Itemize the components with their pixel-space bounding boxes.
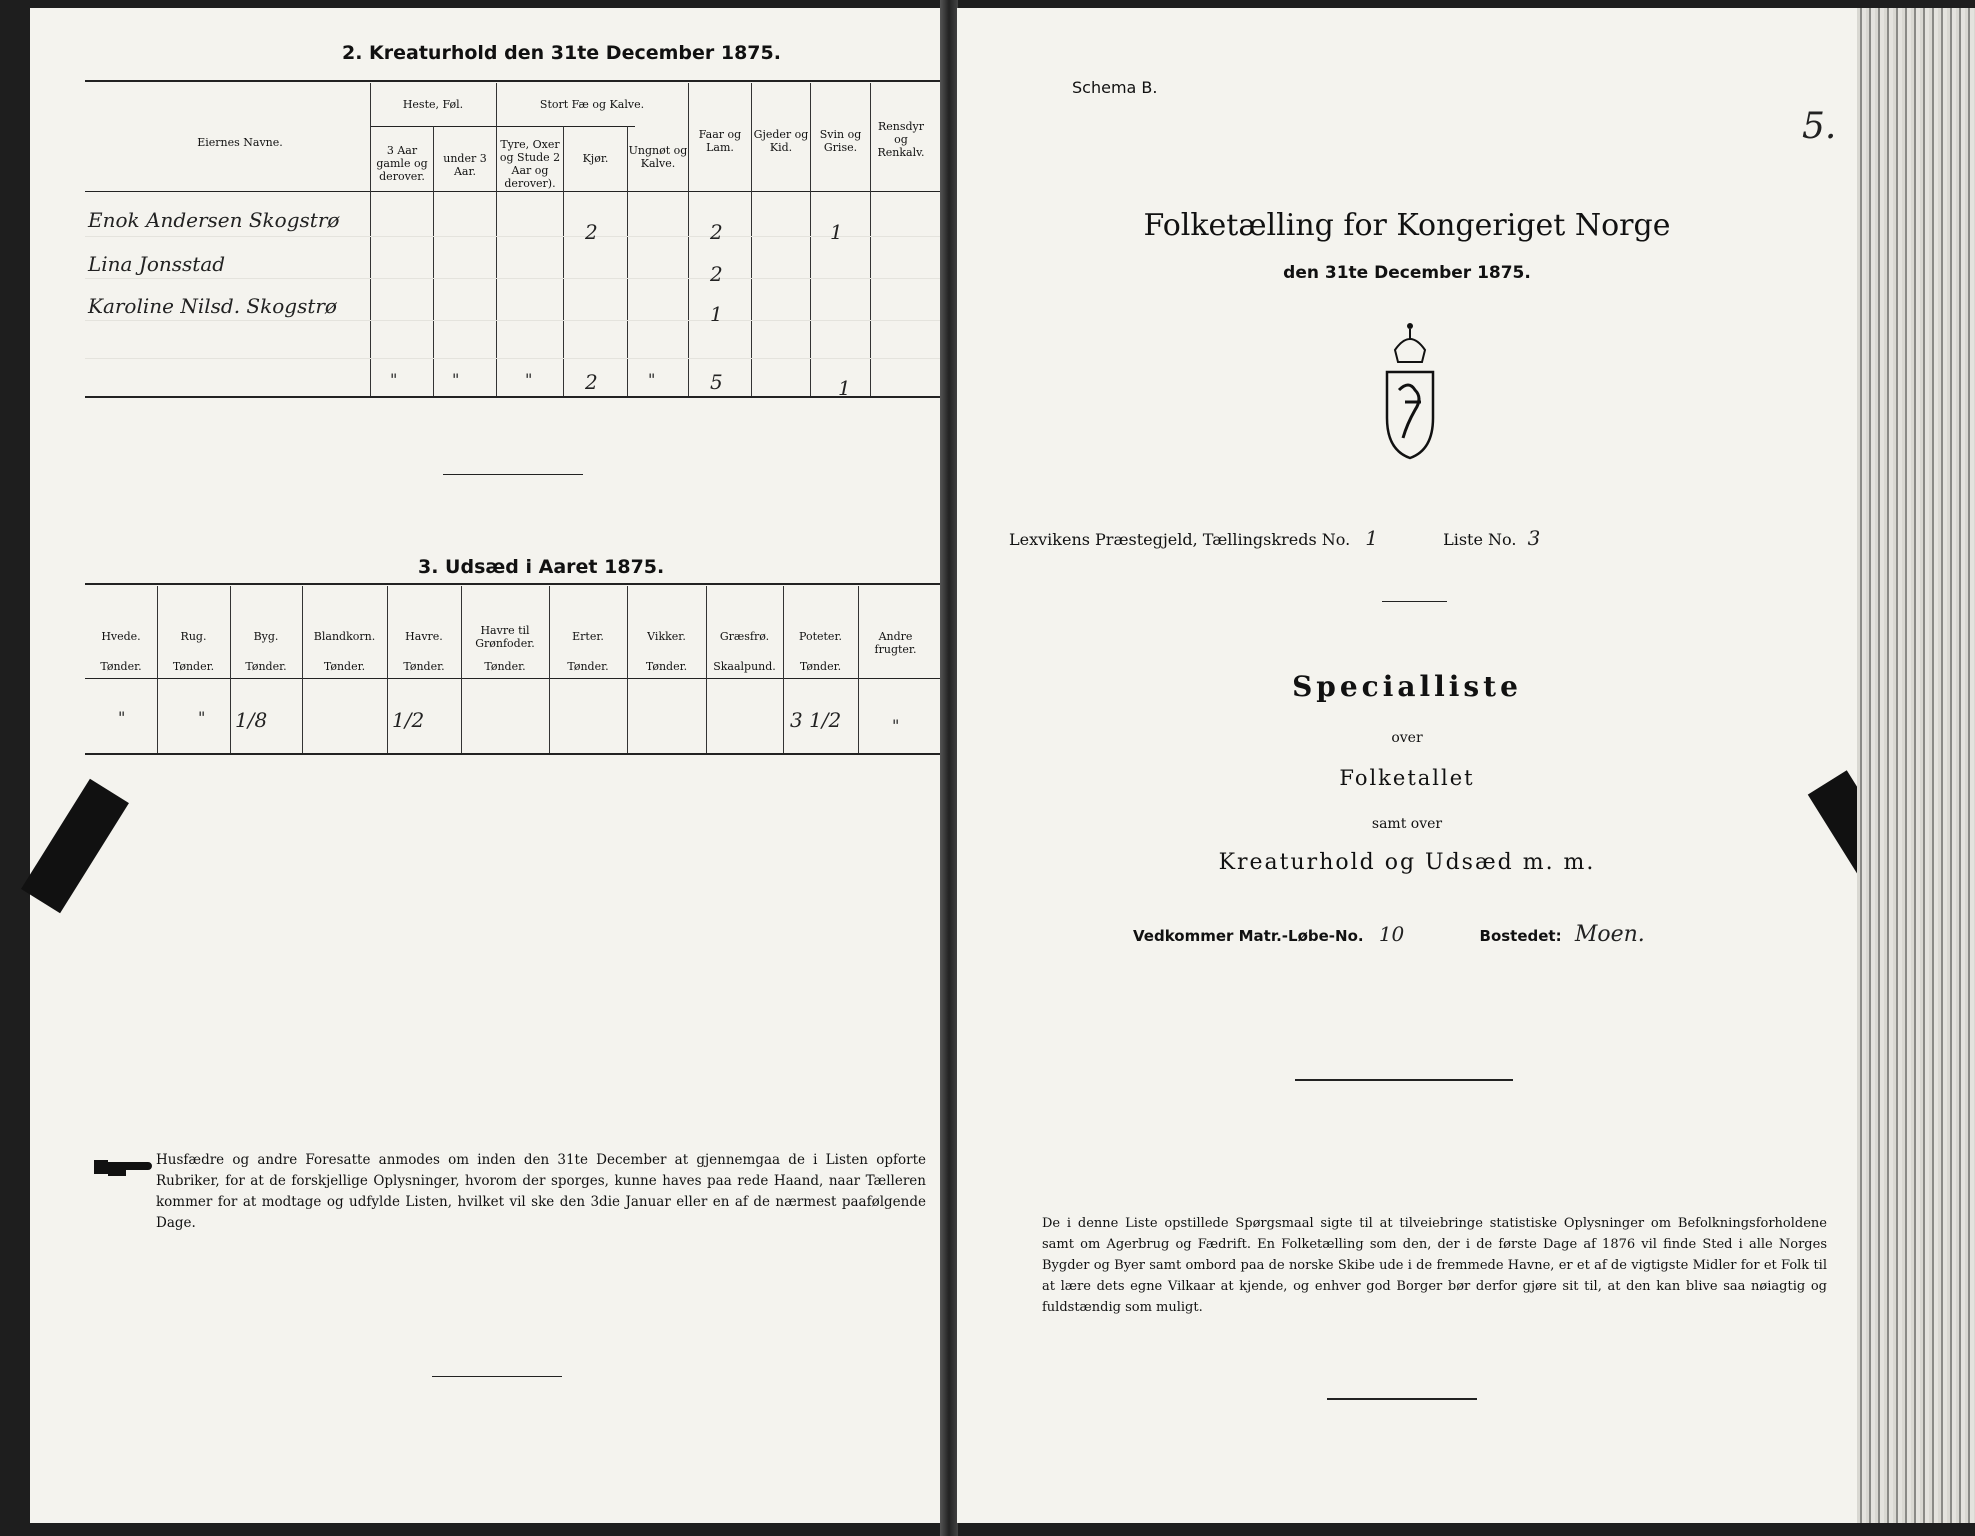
row1-faar: 2 [710, 220, 723, 244]
bostedet-label: Bostedet: [1479, 927, 1562, 945]
praestegjeld-label: Lexvikens Præstegjeld, Tællingskreds No. [1009, 530, 1351, 549]
schema-label: Schema B. [1072, 78, 1158, 97]
row-rule [85, 358, 945, 359]
document-clip [21, 779, 129, 914]
udsaed-header-blandkorn: Blandkorn. [313, 630, 376, 643]
udsaed-unit: Tønder. [100, 660, 142, 673]
main-title: Folketælling for Kongeriget Norge [1143, 208, 1671, 243]
owner-name-1: Enok Andersen Skogstrø [88, 208, 340, 232]
header-ungnaut: Ungnøt og Kalve. [628, 144, 688, 170]
intro-paragraph: De i denne Liste opstillede Spørgsmaal sigte til at tilveiebringe statistiske Oplysninger om Befolkningsforholdene samt om Agerbrug og Fædrift. En Folketælling som den, der i de første Dage af 1876 vil finde Sted i alle Norges Bygder og Byer samt ombord paa de norske Skibe ude i de fremmede Havne, er et af de vigtigste Midler for et Folk til at lære dets egne Vilkaar at kjende, og enhver god Borger bør derfor gjøre sit til, at den kan blive saa nøiagtig og fuldstændig som muligt. [1042, 1216, 1827, 1315]
udsaed-unit: Tønder. [323, 660, 366, 673]
udsaed-byg-value: 1/8 [235, 708, 268, 732]
udsaed-header-andre: Andre frugter. [874, 630, 917, 656]
udsaed-andre-value: " [892, 716, 900, 735]
header-eiernes-navne: Eiernes Navne. [197, 136, 283, 149]
header-3-aar-gamle: 3 Aar gamle og derover. [376, 144, 428, 183]
liste-number: 3 [1527, 526, 1541, 550]
table-header-rule [85, 191, 945, 192]
udsaed-top-rule [85, 583, 945, 585]
matr-number: 10 [1378, 922, 1405, 946]
total-tyre: " [525, 370, 533, 389]
udsaed-unit: Tønder. [245, 660, 287, 673]
header-gjeder: Gjeder og Kid. [753, 128, 809, 154]
folketallet-text: Folketallet [1339, 766, 1475, 790]
header-heste: Heste, Føl. [402, 98, 464, 111]
udsaed-header-havre-gronfoder: Havre til Grønfoder. [475, 624, 535, 650]
short-divider [432, 1376, 562, 1377]
right-page [957, 8, 1857, 1523]
header-stort-fae: Stort Fæ og Kalve. [539, 98, 645, 111]
bottom-divider [1327, 1398, 1477, 1400]
page-edges [1857, 8, 1975, 1523]
udsaed-unit: Tønder. [403, 660, 445, 673]
matr-line [1133, 922, 1645, 947]
over-text-1: over [1391, 730, 1423, 746]
page-number: 5. [1802, 106, 1837, 147]
specialliste-heading: Specialliste [1292, 670, 1522, 703]
bostedet-value: Moen. [1574, 922, 1645, 947]
udsaed-header-graesfro: Græsfrø. [719, 630, 770, 643]
udsaed-header-byg: Byg. [253, 630, 279, 643]
udsaed-havre-value: 1/2 [392, 708, 425, 732]
udsaed-header-havre: Havre. [405, 630, 443, 643]
col-divider [563, 126, 564, 396]
liste-label: Liste No. [1443, 530, 1517, 549]
row3-faar: 1 [710, 302, 723, 326]
short-divider [443, 474, 583, 475]
udsaed-hvede-value: " [118, 708, 126, 727]
header-svin: Svin og Grise. [819, 128, 862, 154]
col-divider [370, 83, 371, 396]
pointing-hand-icon [92, 1154, 156, 1180]
udsaed-bottom-rule [85, 753, 945, 755]
udsaed-poteter-value: 3 1/2 [790, 708, 842, 732]
header-under-3-aar: under 3 Aar. [443, 152, 487, 178]
udsaed-header-rule [85, 678, 945, 679]
praestegjeld-line [1009, 526, 1540, 550]
udsaed-header-poteter: Poteter. [799, 630, 842, 643]
total-faar: 5 [710, 370, 723, 394]
udsaed-rug-value: " [198, 708, 206, 727]
row2-faar: 2 [710, 262, 723, 286]
samt-over-text: samt over [1371, 816, 1443, 832]
udsaed-header-vikker: Vikker. [647, 630, 686, 643]
left-page [30, 8, 944, 1523]
short-divider [1382, 601, 1447, 602]
udsaed-header-hvede: Hvede. [101, 630, 141, 643]
table-top-rule [85, 80, 945, 82]
total-kjoer: 2 [585, 370, 598, 394]
owner-name-2: Lina Jonsstad [88, 252, 226, 276]
udsaed-unit: Tønder. [645, 660, 688, 673]
kreaturhold-udsaed-text: Kreaturhold og Udsæd m. m. [1218, 850, 1596, 875]
matr-label: Vedkommer Matr.-Løbe-No. [1133, 927, 1364, 945]
coat-of-arms-icon [1381, 318, 1439, 468]
row-rule [85, 320, 945, 321]
census-date: den 31te December 1875. [1283, 263, 1531, 283]
udsaed-title: 3. Udsæd i Aaret 1875. [418, 556, 665, 578]
total-ungnaut: " [648, 370, 656, 389]
row-rule [85, 278, 945, 279]
kreaturhold-title: 2. Kreaturhold den 31te December 1875. [342, 42, 781, 64]
total-svin: 1 [838, 376, 851, 400]
header-faar: Faar og Lam. [698, 128, 742, 154]
udsaed-unit: Skaalpund. [713, 660, 776, 673]
total-heste-old: " [390, 370, 398, 389]
row1-kjoer: 2 [585, 220, 598, 244]
row-rule [85, 236, 945, 237]
total-heste-young: " [452, 370, 460, 389]
divider [1295, 1079, 1513, 1081]
subheader-rule [370, 126, 635, 127]
col-divider [858, 586, 859, 753]
udsaed-header-erter: Erter. [572, 630, 604, 643]
book-spine [940, 0, 958, 1536]
row1-svin: 1 [830, 220, 843, 244]
udsaed-unit: Tønder. [484, 660, 526, 673]
header-rensdyr: Rensdyr og Renkalv. [877, 120, 925, 159]
udsaed-unit: Tønder. [172, 660, 215, 673]
udsaed-unit: Tønder. [567, 660, 609, 673]
notice-paragraph: Husfædre og andre Foresatte anmodes om inden den 31te December at gjennemgaa de i Listen opforte Rubriker, for at de forskjellige Oplysninger, hvorom der sporges, kunne haves paa rede Haand, naar Tælleren kommer for at modtage og udfylde Listen, hvilket vil ske den 3die Januar eller en af de nærmest paafølgende Dage. [156, 1152, 926, 1231]
header-kjoer: Kjør. [582, 152, 609, 165]
owner-name-3: Karoline Nilsd. Skogstrø [88, 294, 337, 318]
udsaed-header-rug: Rug. [180, 630, 207, 643]
udsaed-unit: Tønder. [799, 660, 842, 673]
col-divider [496, 83, 497, 396]
kreds-number: 1 [1365, 526, 1378, 550]
table-bottom-rule [85, 396, 945, 398]
header-tyre: Tyre, Oxer og Stude 2 Aar og derover). [499, 138, 561, 190]
